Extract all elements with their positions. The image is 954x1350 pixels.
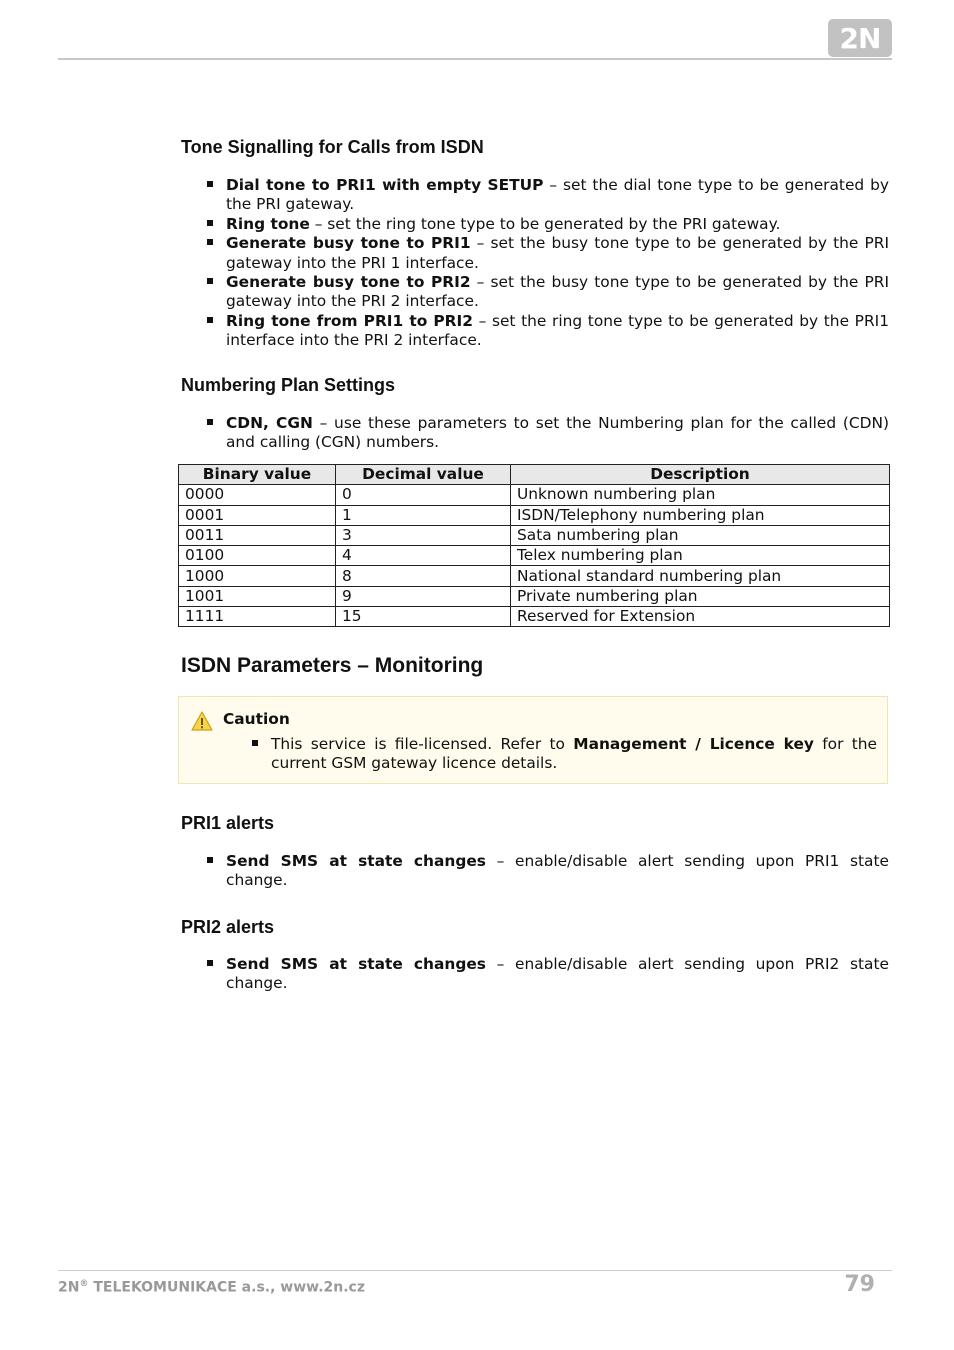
section-title-numbering-plan: Numbering Plan Settings (181, 375, 396, 395)
section-title-tone-signalling: Tone Signalling for Calls from ISDN (181, 137, 484, 157)
table-cell: 1000 (179, 566, 336, 586)
table-cell: 9 (336, 586, 511, 606)
table-cell: 8 (336, 566, 511, 586)
column-header: Binary value (179, 465, 336, 485)
list-item: Ring tone from PRI1 to PRI2 – set the ring tone type to be generated by the PRI1 interface into the PRI 2 interface. (207, 312, 889, 351)
table-cell: 0 (336, 485, 511, 505)
table-cell: Private numbering plan (511, 586, 890, 606)
list-item: Ring tone – set the ring tone type to be generated by the PRI gateway. (207, 215, 889, 234)
caution-box (178, 696, 888, 784)
table-cell: Unknown numbering plan (511, 485, 890, 505)
column-header: Decimal value (336, 465, 511, 485)
table-row (179, 546, 890, 566)
table-row (179, 505, 890, 525)
table-cell: 1111 (179, 607, 336, 627)
list-item: Generate busy tone to PRI2 – set the busy tone type to be generated by the PRI gateway into the PRI 2 interface. (207, 273, 889, 312)
table-cell: 1001 (179, 586, 336, 606)
list-item: CDN, CGN – use these parameters to set the Numbering plan for the called (CDN) and calling (CGN) numbers. (207, 414, 889, 453)
pri2-alerts-list (207, 955, 889, 994)
footer-divider (58, 1270, 892, 1271)
pri1-alerts-list (207, 852, 889, 891)
tone-signalling-list (207, 176, 889, 351)
table-header-row (179, 465, 890, 485)
table-row (179, 485, 890, 505)
list-item: Dial tone to PRI1 with empty SETUP – set the dial tone type to be generated by the PRI gateway. (207, 176, 889, 215)
numbering-plan-list (207, 414, 889, 453)
list-item: Send SMS at state changes – enable/disable alert sending upon PRI2 state change. (207, 955, 889, 994)
list-item: Send SMS at state changes – enable/disable alert sending upon PRI1 state change. (207, 852, 889, 891)
section-title-pri2-alerts: PRI2 alerts (181, 917, 275, 937)
table-cell: Sata numbering plan (511, 525, 890, 545)
table-cell: 15 (336, 607, 511, 627)
table-row (179, 607, 890, 627)
table-cell: 4 (336, 546, 511, 566)
section-title-isdn-monitoring: ISDN Parameters – Monitoring (181, 654, 484, 677)
table-cell: 0100 (179, 546, 336, 566)
brand-logo: 2N (828, 19, 892, 57)
table-cell: National standard numbering plan (511, 566, 890, 586)
table-cell: Telex numbering plan (511, 546, 890, 566)
table-cell: 0011 (179, 525, 336, 545)
footer-company: 2N® TELEKOMUNIKACE a.s., www.2n.cz (58, 1279, 365, 1296)
page-number: 79 (844, 1272, 875, 1297)
numbering-plan-table (178, 464, 890, 627)
table-cell: ISDN/Telephony numbering plan (511, 505, 890, 525)
table-cell: 3 (336, 525, 511, 545)
caution-title: Caution (223, 710, 290, 728)
section-title-pri1-alerts: PRI1 alerts (181, 813, 275, 833)
table-cell: 0000 (179, 485, 336, 505)
list-item: Generate busy tone to PRI1 – set the busy tone type to be generated by the PRI gateway into the PRI 1 interface. (207, 234, 889, 273)
caution-list (252, 735, 877, 774)
list-item: This service is file-licensed. Refer to Management / Licence key for the current GSM gateway licence details. (252, 735, 877, 774)
warning-icon (191, 710, 213, 732)
column-header: Description (511, 465, 890, 485)
table-row (179, 566, 890, 586)
table-row (179, 586, 890, 606)
header-divider (58, 58, 892, 60)
table-row (179, 525, 890, 545)
table-cell: 0001 (179, 505, 336, 525)
table-cell: Reserved for Extension (511, 607, 890, 627)
table-cell: 1 (336, 505, 511, 525)
